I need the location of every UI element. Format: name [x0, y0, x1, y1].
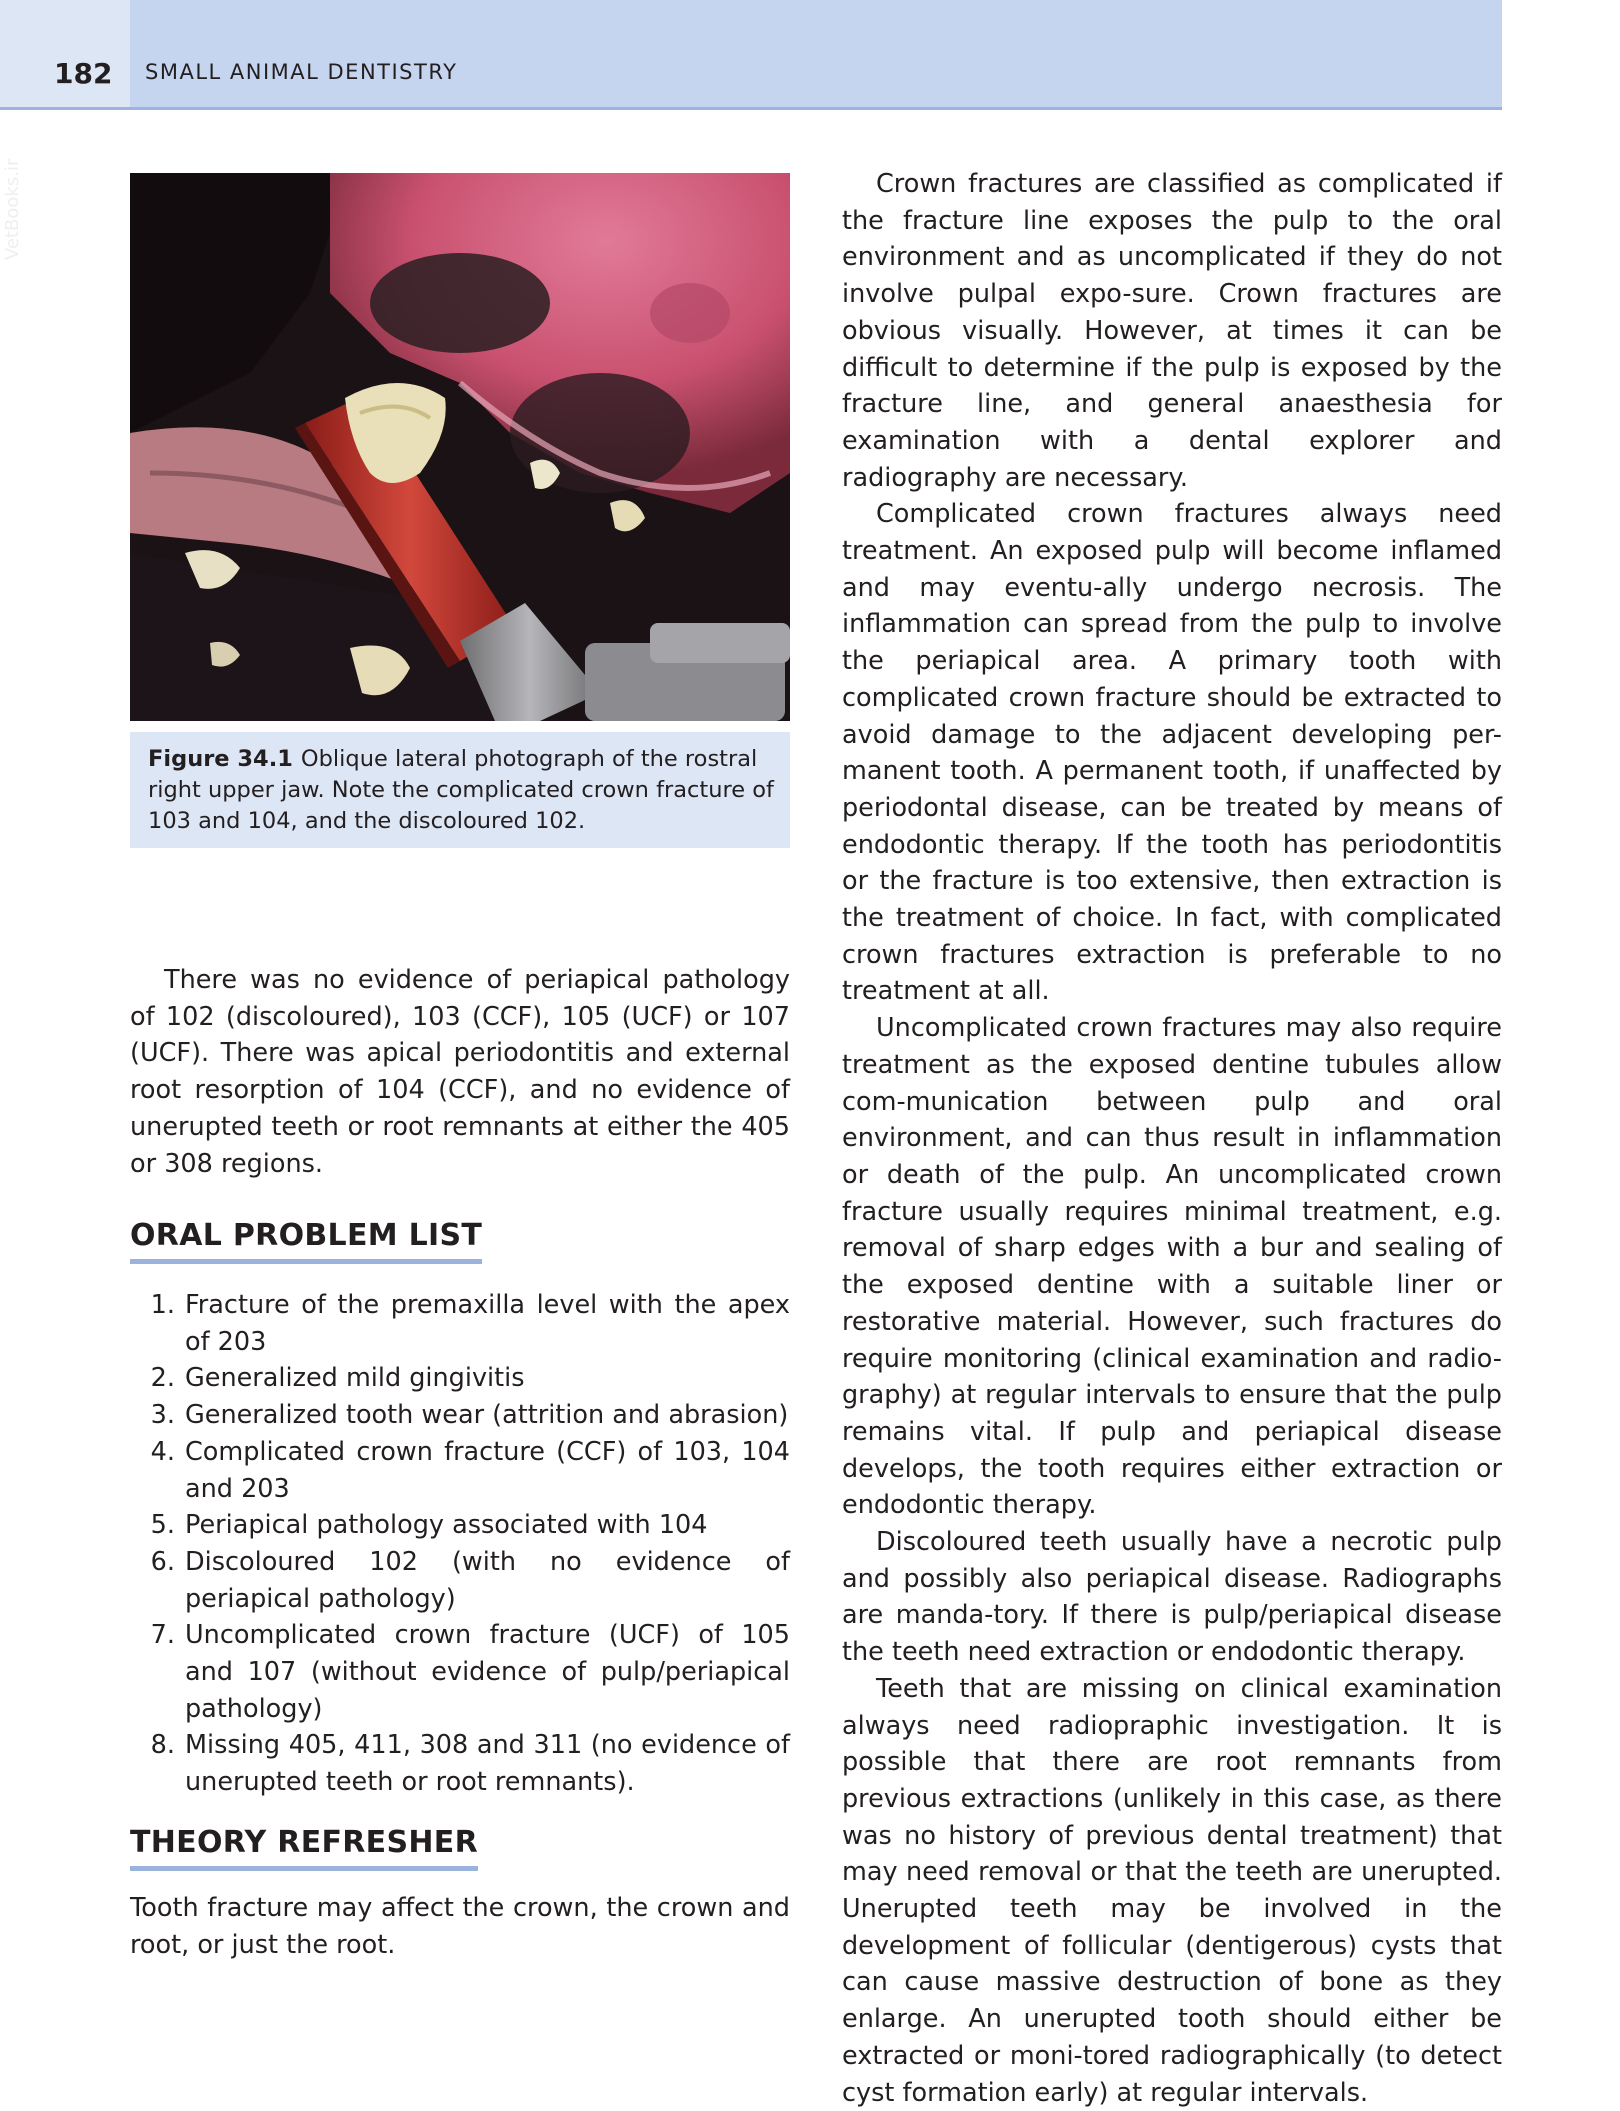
- page-number-box: [0, 0, 130, 107]
- theory-paragraph: Tooth fracture may affect the crown, the crown and root, or just the root.: [130, 1893, 790, 1960]
- body-paragraph: Teeth that are missing on clinical examination always need radiopraphic investigation. It is possible that there are root remnants from previous extractions (unlikely in this case, as there was no history of previous dental treatment) that may need removal or that the teeth are unerupted. Unerupted teeth may be involved in the development of follicular (dentigerous) cysts that can cause massive destruction of bone as they enlarge. An unerupted tooth should either be extracted or moni-tored radiographically (to detect cyst formation early) at regular intervals.: [842, 1673, 1502, 2108]
- problem-list: [130, 1287, 790, 1801]
- list-item: 7. Uncomplicated crown fracture (UCF) of 105 and 107 (without evidence of pulp/periapical pathology): [150, 1620, 790, 1724]
- problem-list-heading: ORAL PROBLEM LIST: [130, 1218, 482, 1264]
- running-head-title: SMALL ANIMAL DENTISTRY: [145, 60, 458, 84]
- body-paragraph: Discoloured teeth usually have a necrotic pulp and possibly also periapical disease. Radiographs are manda-tory. If there is pulp/periapical disease the teeth need extraction or endodontic therapy.: [842, 1527, 1502, 1668]
- running-header: [0, 0, 1502, 110]
- theory-heading: THEORY REFRESHER: [130, 1825, 478, 1871]
- list-item: 4. Complicated crown fracture (CCF) of 103, 104 and 203: [150, 1436, 790, 1504]
- page-number: 182: [54, 57, 113, 90]
- theory-section: [130, 1890, 790, 1963]
- list-item: 1. Fracture of the premaxilla level with the apex of 203: [150, 1290, 790, 1357]
- right-column: [842, 166, 1502, 2111]
- figure-photo: [130, 173, 790, 721]
- list-item: 2. Generalized mild gingivitis: [150, 1363, 525, 1394]
- list-item: 8. Missing 405, 411, 308 and 311 (no evidence of unerupted teeth or root remnants).: [150, 1730, 790, 1798]
- list-item: 5. Periapical pathology associated with 104: [150, 1510, 708, 1541]
- figure-caption: [130, 732, 790, 848]
- figure-label: Figure 34.1: [148, 746, 293, 772]
- figure-caption-text: Oblique lateral photograph of the rostral right upper jaw. Note the complicated crown fracture of 103 and 104, and the discoloured 102.: [148, 746, 774, 834]
- body-paragraph: Uncomplicated crown fractures may also require treatment as the exposed dentine tubules allow com-munication between pulp and oral environment, and can thus result in inflammation or death of the pulp. An uncomplicated crown fracture usually requires minimal treatment, e.g. removal of sharp edges with a bur and sealing of the exposed dentine with a suitable liner or restorative material. However, such fractures do require monitoring (clinical examination and radio-graphy) at regular intervals to ensure that the pulp remains vital. If pulp and periapical disease develops, the tooth requires either extraction or endodontic therapy.: [842, 1013, 1502, 1521]
- left-column-intro: [130, 962, 790, 1182]
- intro-paragraph: There was no evidence of periapical pathology of 102 (discoloured), 103 (CCF), 105 (UCF) or 107 (UCF). There was apical periodontitis and external root resorption of 104 (CCF), and no evidence of unerupted teeth or root remnants at either the 405 or 308 regions.: [130, 965, 790, 1179]
- list-item: 6. Discoloured 102 (with no evidence of periapical pathology): [150, 1546, 790, 1614]
- watermark: VetBooks.ir: [2, 158, 23, 260]
- body-paragraph: Crown fractures are classified as complicated if the fracture line exposes the pulp to the oral environment and as uncomplicated if they do not involve pulpal expo-sure. Crown fractures are obvious visually. However, at times it can be difficult to determine if the pulp is exposed by the fracture line, and general anaesthesia for examination with a dental explorer and radiography are necessary.: [842, 169, 1502, 493]
- body-paragraph: Complicated crown fractures always need treatment. An exposed pulp will become inflamed and may eventu-ally undergo necrosis. The inflammation can spread from the pulp to involve the periapical area. A primary tooth with complicated crown fracture should be extracted to avoid damage to the adjacent developing per-manent tooth. A permanent tooth, if unaffected by periodontal disease, can be treated by means of endodontic therapy. If the tooth has periodontitis or the fracture is too extensive, then extraction is the treatment of choice. In fact, with complicated crown fractures extraction is preferable to no treatment at all.: [842, 499, 1502, 1007]
- list-item: 3. Generalized tooth wear (attrition and abrasion): [150, 1400, 789, 1431]
